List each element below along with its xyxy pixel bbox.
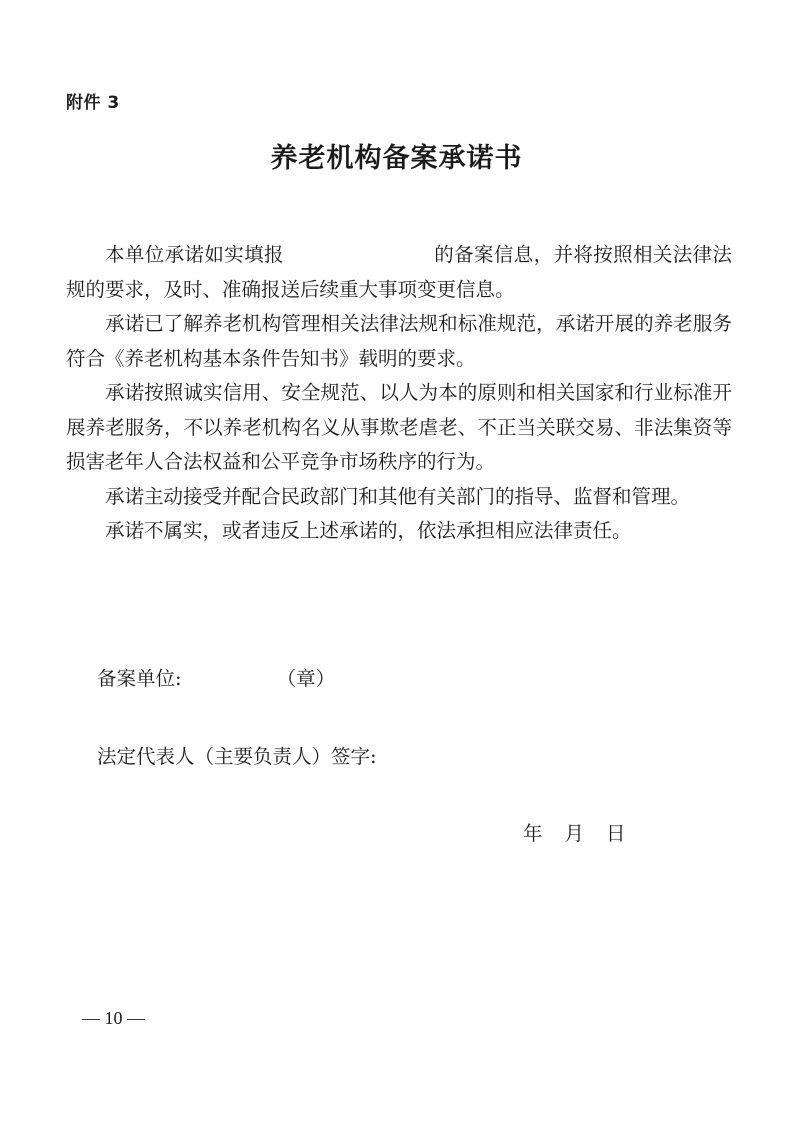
page-number: — 10 — [82,1008,145,1028]
page-title: 养老机构备案承诺书 [270,143,523,174]
seal-label: （章） [276,667,336,690]
paragraph-2: 承诺已了解养老机构管理相关法律法规和标准规范，承诺开展的养老服务符合《养老机构基本条件告知书》载明的要求。 [66,312,732,370]
representative-signature-line: 法定代表人（主要负责人）签字: [97,745,377,768]
paragraph-4: 承诺主动接受并配合民政部门和其他有关部门的指导、监督和管理。 [105,484,691,508]
paragraph-1-before-blank: 本单位承诺如实填报 [105,243,284,266]
paragraph-5: 承诺不属实，或者违反上述承诺的，依法承担相应法律责任。 [105,519,632,542]
year-label: 年 [523,822,543,845]
unit-label: 备案单位: [97,667,182,690]
day-label: 日 [606,822,626,845]
attachment-label: 附件 3 [66,93,120,113]
month-label: 月 [564,822,585,845]
paragraph-1 [66,238,732,307]
paragraph-1-after-blank: 的备案信息，并将按照相关法律法规的要求，及时、准确报送后续重大事项变更信息。 [66,243,732,301]
commitment-body [66,238,732,549]
date-line [523,818,626,846]
signature-unit-line [97,663,335,691]
paragraph-3: 承诺按照诚实信用、安全规范、以人为本的原则和相关国家和行业标准开展养老服务，不以养老机构名义从事欺老虐老、不正当关联交易、非法集资等损害老年人合法权益和公平竞争市场秩序的行为。 [66,381,732,473]
